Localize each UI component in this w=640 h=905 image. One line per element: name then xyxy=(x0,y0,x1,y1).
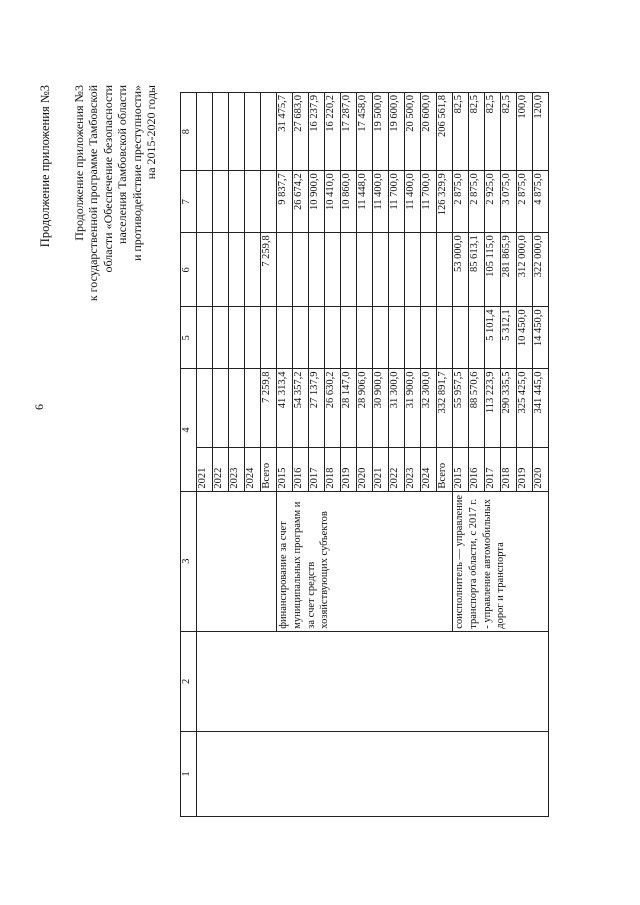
value-cell-c8 xyxy=(213,93,229,171)
year-cell: 2020 xyxy=(357,447,373,491)
table-row xyxy=(197,93,213,817)
year-cell: 2018 xyxy=(325,447,341,491)
year-cell: 2019 xyxy=(517,447,533,491)
column-number: 8 xyxy=(181,93,197,171)
value-cell-c5 xyxy=(341,307,357,369)
value-cell-c4: 341 445,0 xyxy=(533,369,549,447)
value-cell-c7 xyxy=(261,171,277,233)
value-cell-c6 xyxy=(309,233,325,307)
cell-col2 xyxy=(197,631,549,731)
year-cell: 2020 xyxy=(533,447,549,491)
value-cell-c6: 105 115,0 xyxy=(485,233,501,307)
value-cell-c7: 9 837,7 xyxy=(277,171,293,233)
year-cell: 2016 xyxy=(469,447,485,491)
value-cell-c8 xyxy=(245,93,261,171)
value-cell-c4: 325 425,0 xyxy=(517,369,533,447)
header-line: и противодействие преступности» xyxy=(129,85,144,262)
value-cell-c7: 2 875,0 xyxy=(469,171,485,233)
year-cell: 2021 xyxy=(373,447,389,491)
year-cell: 2021 xyxy=(197,447,213,491)
value-cell-c5: 5 312,1 xyxy=(501,307,517,369)
year-cell: 2017 xyxy=(485,447,501,491)
value-cell-c8: 19 500,0 xyxy=(373,93,389,171)
value-cell-c6 xyxy=(277,233,293,307)
value-cell-c6 xyxy=(245,233,261,307)
value-cell-c6 xyxy=(389,233,405,307)
value-cell-c6: 85 613,1 xyxy=(469,233,485,307)
value-cell-c7: 2 875,0 xyxy=(453,171,469,233)
value-cell-c5 xyxy=(325,307,341,369)
value-cell-c7: 10 860,0 xyxy=(341,171,357,233)
section-c-description: соисполнитель — управление транспорта области, с 2017 г. - управление автомобильных дорог и транспорта xyxy=(453,491,549,631)
value-cell-c8: 16 237,9 xyxy=(309,93,325,171)
year-cell: 2018 xyxy=(501,447,517,491)
value-cell-c4 xyxy=(213,369,229,447)
value-cell-c5 xyxy=(389,307,405,369)
value-cell-c5 xyxy=(229,307,245,369)
value-cell-c6: 312 000,0 xyxy=(517,233,533,307)
value-cell-c5 xyxy=(421,307,437,369)
value-cell-c6: 322 000,0 xyxy=(533,233,549,307)
value-cell-c7: 2 875,0 xyxy=(517,171,533,233)
value-cell-c7: 4 875,0 xyxy=(533,171,549,233)
header-line: Продолжение приложения №3 xyxy=(72,85,86,241)
value-cell-c5 xyxy=(357,307,373,369)
value-cell-c6 xyxy=(373,233,389,307)
value-cell-c4: 113 223,9 xyxy=(485,369,501,447)
column-number: 2 xyxy=(181,631,197,731)
value-cell-c4: 88 570,6 xyxy=(469,369,485,447)
value-cell-c6 xyxy=(229,233,245,307)
value-cell-c8: 82,5 xyxy=(501,93,517,171)
value-cell-c8: 17 458,0 xyxy=(357,93,373,171)
value-cell-c7: 10 900,0 xyxy=(309,171,325,233)
value-cell-c4: 28 147,0 xyxy=(341,369,357,447)
column-number: 7 xyxy=(181,171,197,233)
value-cell-c6 xyxy=(293,233,309,307)
value-cell-c7: 26 674,2 xyxy=(293,171,309,233)
year-cell: 2017 xyxy=(309,447,325,491)
value-cell-c8: 100,0 xyxy=(517,93,533,171)
value-cell-c8: 82,5 xyxy=(485,93,501,171)
section-b-description: финансирование за счет муниципальных программ и за счет средств хозяйствующих субъектов xyxy=(277,491,453,631)
value-cell-c4: 31 300,0 xyxy=(389,369,405,447)
year-cell: 2024 xyxy=(245,447,261,491)
page-number: 6 xyxy=(32,404,46,410)
value-cell-c5 xyxy=(453,307,469,369)
year-cell: Всего xyxy=(261,447,277,491)
table-body xyxy=(181,93,549,817)
value-cell-c4: 28 906,0 xyxy=(357,369,373,447)
value-cell-c5 xyxy=(277,307,293,369)
year-cell: 2015 xyxy=(453,447,469,491)
value-cell-c6: 7 259,8 xyxy=(261,233,277,307)
value-cell-c7: 11 700,0 xyxy=(389,171,405,233)
year-cell: Всего xyxy=(437,447,453,491)
value-cell-c4: 332 891,7 xyxy=(437,369,453,447)
value-cell-c6 xyxy=(213,233,229,307)
value-cell-c8: 20 600,0 xyxy=(421,93,437,171)
value-cell-c7: 3 075,0 xyxy=(501,171,517,233)
appendix-continuation: Продолжение приложения №3 xyxy=(38,85,52,248)
value-cell-c6 xyxy=(437,233,453,307)
cell-col1 xyxy=(197,731,549,816)
value-cell-c4: 31 900,0 xyxy=(405,369,421,447)
header-line: населения Тамбовской области xyxy=(115,85,130,244)
value-cell-c5 xyxy=(437,307,453,369)
value-cell-c7 xyxy=(245,171,261,233)
value-cell-c4: 54 357,2 xyxy=(293,369,309,447)
value-cell-c4: 55 957,5 xyxy=(453,369,469,447)
year-cell: 2016 xyxy=(293,447,309,491)
year-cell: 2019 xyxy=(341,447,357,491)
value-cell-c7 xyxy=(213,171,229,233)
value-cell-c7: 2 925,0 xyxy=(485,171,501,233)
value-cell-c8: 16 220,2 xyxy=(325,93,341,171)
value-cell-c8: 206 561,8 xyxy=(437,93,453,171)
value-cell-c4 xyxy=(197,369,213,447)
value-cell-c6 xyxy=(325,233,341,307)
column-number: 1 xyxy=(181,731,197,816)
value-cell-c4 xyxy=(245,369,261,447)
value-cell-c6: 53 000,0 xyxy=(453,233,469,307)
value-cell-c7: 11 400,0 xyxy=(373,171,389,233)
value-cell-c8: 17 287,0 xyxy=(341,93,357,171)
header-line: области «Обеспечение безопасности xyxy=(100,85,115,273)
year-cell: 2022 xyxy=(389,447,405,491)
value-cell-c8: 19 600,0 xyxy=(389,93,405,171)
value-cell-c5 xyxy=(261,307,277,369)
value-cell-c7: 11 448,0 xyxy=(357,171,373,233)
value-cell-c7: 11 700,0 xyxy=(421,171,437,233)
column-number: 6 xyxy=(181,233,197,307)
value-cell-c8 xyxy=(229,93,245,171)
value-cell-c4: 26 630,2 xyxy=(325,369,341,447)
header-line: к государственной программе Тамбовской xyxy=(86,85,101,302)
value-cell-c5 xyxy=(213,307,229,369)
value-cell-c5 xyxy=(469,307,485,369)
value-cell-c6 xyxy=(421,233,437,307)
value-cell-c8 xyxy=(261,93,277,171)
value-cell-c4: 32 300,0 xyxy=(421,369,437,447)
year-cell: 2022 xyxy=(213,447,229,491)
value-cell-c5: 10 450,0 xyxy=(517,307,533,369)
value-cell-c6: 281 865,9 xyxy=(501,233,517,307)
column-number: 3 xyxy=(181,491,197,631)
year-cell: 2023 xyxy=(229,447,245,491)
value-cell-c5: 5 101,4 xyxy=(485,307,501,369)
value-cell-c4: 290 335,5 xyxy=(501,369,517,447)
value-cell-c8 xyxy=(197,93,213,171)
value-cell-c5 xyxy=(373,307,389,369)
value-cell-c6 xyxy=(405,233,421,307)
value-cell-c5 xyxy=(245,307,261,369)
value-cell-c6 xyxy=(357,233,373,307)
value-cell-c5 xyxy=(197,307,213,369)
year-cell: 2015 xyxy=(277,447,293,491)
value-cell-c4 xyxy=(229,369,245,447)
value-cell-c8: 20 500,0 xyxy=(405,93,421,171)
value-cell-c7: 10 410,0 xyxy=(325,171,341,233)
year-cell: 2024 xyxy=(421,447,437,491)
value-cell-c7 xyxy=(229,171,245,233)
column-number: 4 xyxy=(181,369,197,491)
value-cell-c6 xyxy=(197,233,213,307)
funding-table xyxy=(180,92,549,817)
value-cell-c8: 31 475,7 xyxy=(277,93,293,171)
value-cell-c7: 11 400,0 xyxy=(405,171,421,233)
value-cell-c8: 27 683,0 xyxy=(293,93,309,171)
value-cell-c4: 7 259,8 xyxy=(261,369,277,447)
header-line: на 2015-2020 годы xyxy=(144,85,159,180)
value-cell-c7: 126 329,9 xyxy=(437,171,453,233)
value-cell-c5: 14 450,0 xyxy=(533,307,549,369)
section-a-cell xyxy=(197,491,277,631)
value-cell-c6 xyxy=(341,233,357,307)
value-cell-c8: 120,0 xyxy=(533,93,549,171)
column-number: 5 xyxy=(181,307,197,369)
value-cell-c5 xyxy=(293,307,309,369)
value-cell-c4: 27 137,9 xyxy=(309,369,325,447)
value-cell-c5 xyxy=(309,307,325,369)
year-cell: 2023 xyxy=(405,447,421,491)
value-cell-c7 xyxy=(197,171,213,233)
value-cell-c8: 82,5 xyxy=(469,93,485,171)
value-cell-c4: 30 900,0 xyxy=(373,369,389,447)
appendix-header xyxy=(72,85,158,345)
value-cell-c4: 41 313,4 xyxy=(277,369,293,447)
value-cell-c8: 82,5 xyxy=(453,93,469,171)
column-number-row xyxy=(181,93,197,817)
value-cell-c5 xyxy=(405,307,421,369)
